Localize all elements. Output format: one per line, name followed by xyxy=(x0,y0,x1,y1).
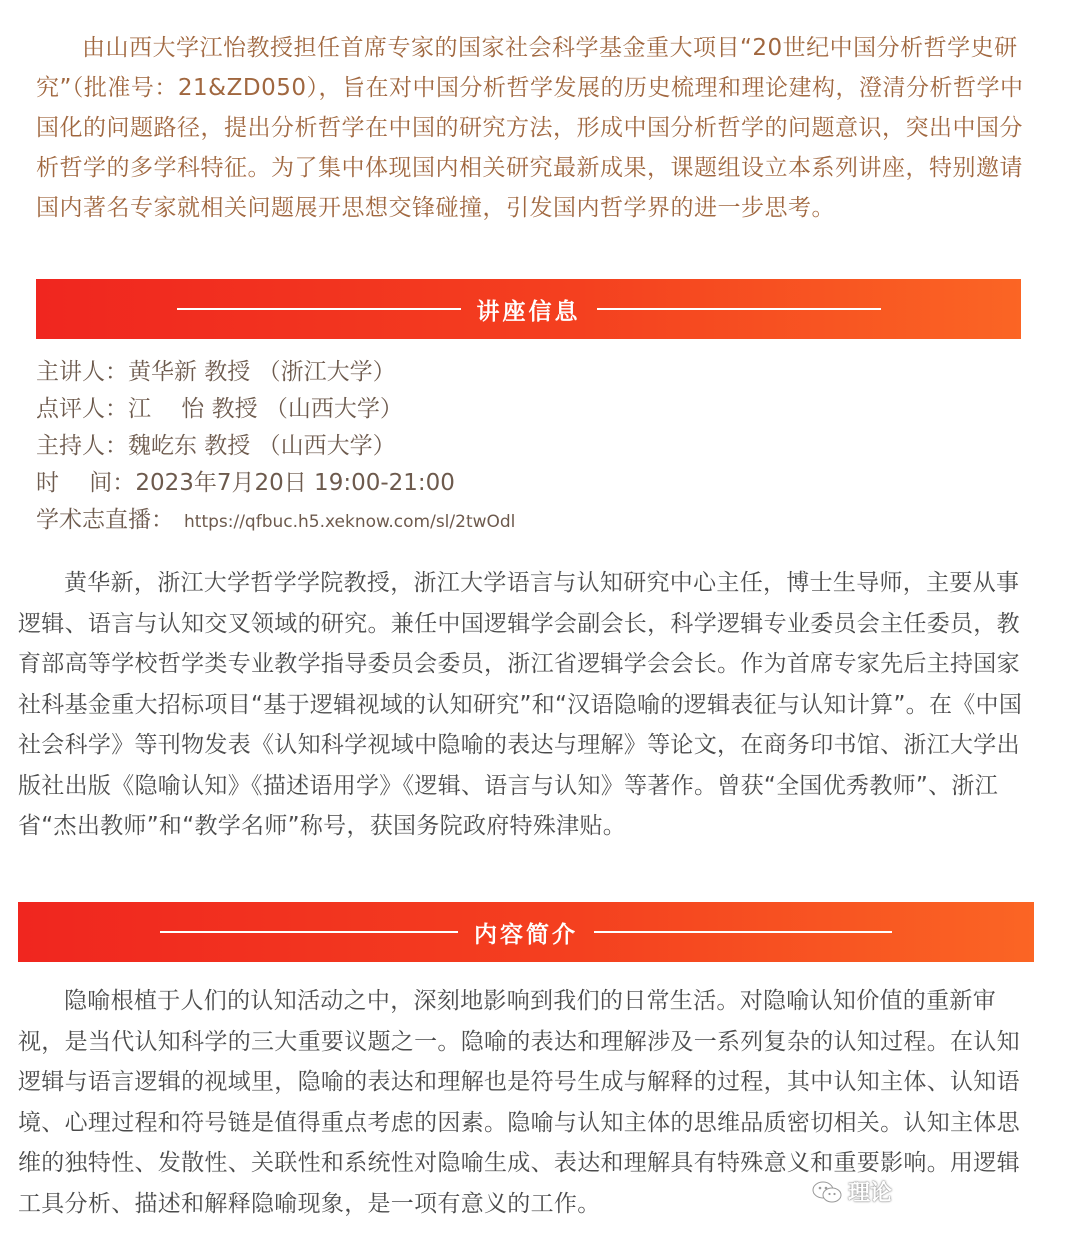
live-stream-link[interactable]: https://qfbuc.h5.xeknow.com/sl/2twOdl xyxy=(184,512,516,532)
wechat-icon xyxy=(812,1181,842,1203)
banner-divider-right xyxy=(594,931,892,933)
host-label: 主持人： xyxy=(36,433,128,459)
lecture-info-list xyxy=(36,354,515,539)
watermark xyxy=(812,1176,892,1207)
time-label: 时 间： xyxy=(36,470,136,496)
content-summary-paragraph: 隐喻根植于人们的认知活动之中，深刻地影响到我们的日常生活。对隐喻认知价值的重新审视，是当代认知科学的三大重要议题之一。隐喻的表达和理解涉及一系列复杂的认知过程。在认知逻辑与语言逻辑的视域里，隐喻的表达和理解也是符号生成与解释的过程，其中认知主体、认知语境、心理过程和符号链是值得重点考虑的因素。隐喻与认知主体的思维品质密切相关。认知主体思维的独特性、发散性、关联性和系统性对隐喻生成、表达和理解具有特殊意义和重要影响。用逻辑工具分析、描述和解释隐喻现象，是一项有意义的工作。 xyxy=(18,988,1020,1217)
banner-divider-right xyxy=(597,308,881,310)
host-row xyxy=(36,428,515,465)
live-stream-row xyxy=(36,502,515,539)
commentator-label: 点评人： xyxy=(36,396,128,422)
time-value: 2023年7月20日 19:00-21:00 xyxy=(135,470,455,496)
speaker-row xyxy=(36,354,515,391)
banner-divider-left xyxy=(160,931,458,933)
section-title-content-summary: 内容简介 xyxy=(474,921,578,948)
section-banner-lecture-info xyxy=(36,279,1021,339)
section-title-lecture-info: 讲座信息 xyxy=(476,298,581,325)
host-value: 魏屹东 教授 （山西大学） xyxy=(128,433,396,459)
time-row xyxy=(36,465,515,502)
commentator-row xyxy=(36,391,515,428)
banner-divider-left xyxy=(177,308,461,310)
commentator-value: 江 怡 教授 （山西大学） xyxy=(128,396,403,422)
speaker-label: 主讲人： xyxy=(36,359,128,385)
speaker-bio-paragraph: 黄华新，浙江大学哲学学院教授，浙江大学语言与认知研究中心主任，博士生导师，主要从事逻辑、语言与认知交叉领域的研究。兼任中国逻辑学会副会长，科学逻辑专业委员会主任委员，教育部高等学校哲学类专业教学指导委员会委员，浙江省逻辑学会会长。作为首席专家先后主持国家社科基金重大招标项目“基于逻辑视域的认知研究”和“汉语隐喻的逻辑表征与认知计算”。在《中国社会科学》等刊物发表《认知科学视域中隐喻的表达与理解》等论文，在商务印书馆、浙江大学出版社出版《隐喻认知》《描述语用学》《逻辑、语言与认知》等著作。曾获“全国优秀教师”、浙江省“杰出教师”和“教学名师”称号，获国务院政府特殊津贴。 xyxy=(18,570,1023,839)
intro-paragraph: 由山西大学江怡教授担任首席专家的国家社会科学基金重大项目“20世纪中国分析哲学史研究”（批准号：21&ZD050），旨在对中国分析哲学发展的历史梳理和理论建构，澄清分析哲学中国化的问题路径，提出分析哲学在中国的研究方法，形成中国分析哲学的问题意识，突出中国分析哲学的多学科特征。为了集中体现国内相关研究最新成果，课题组设立本系列讲座，特别邀请国内著名专家就相关问题展开思想交锋碰撞，引发国内哲学界的进一步思考。 xyxy=(36,35,1024,221)
speaker-value: 黄华新 教授 （浙江大学） xyxy=(128,359,396,385)
live-stream-label: 学术志直播： xyxy=(36,507,174,533)
watermark-text: 理论 xyxy=(848,1181,893,1206)
section-banner-content-summary xyxy=(18,902,1034,962)
